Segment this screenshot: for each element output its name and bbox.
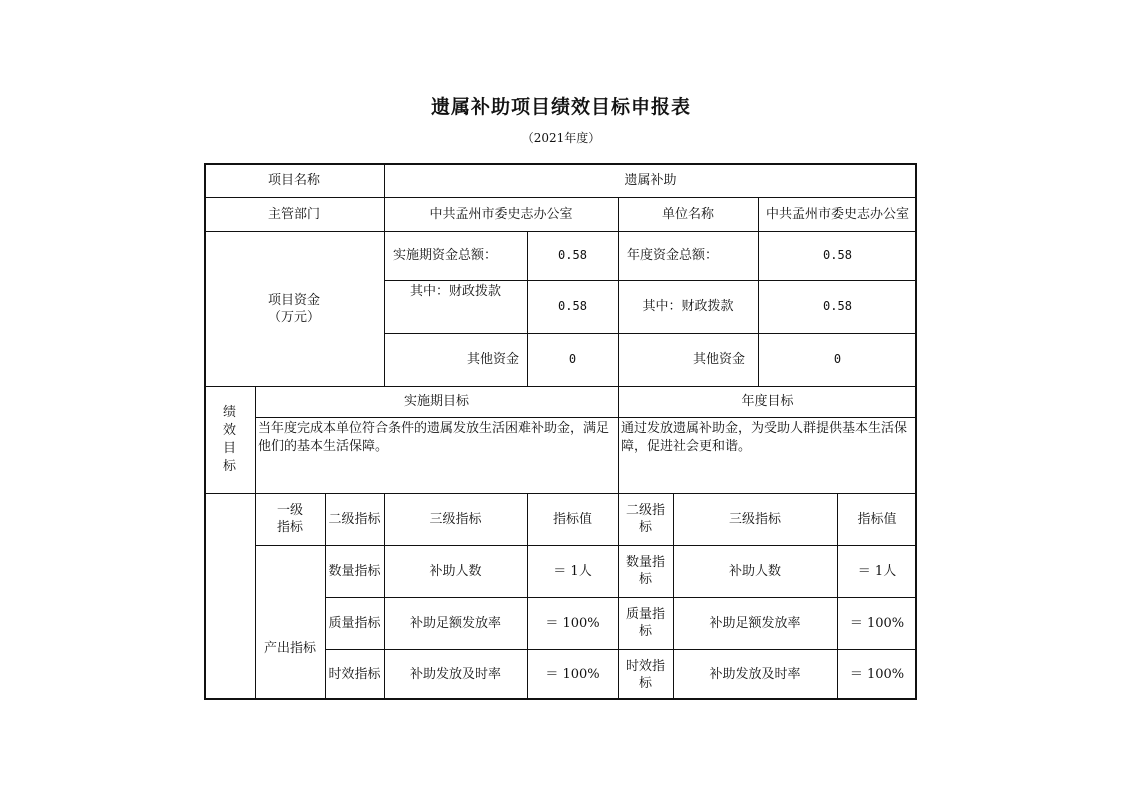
table-row-value: ＝ 100%	[545, 667, 600, 682]
level3-header: 三级指标	[429, 511, 482, 527]
level1-header-text: 一级 指标	[276, 503, 303, 535]
unit-label: 单位名称	[661, 206, 714, 222]
table-row-level2: 数量指标	[328, 563, 381, 579]
fiscal-annual-value: 0.58	[823, 299, 852, 313]
form-title: 遗属补助项目绩效目标申报表	[430, 96, 691, 118]
total-period-label: 实施期资金总额：	[393, 248, 498, 263]
dept-value: 中共孟州市委史志办公室	[429, 206, 573, 222]
table-row-level2-annual	[618, 545, 673, 597]
table-row-value-annual: ＝ 100%	[849, 667, 905, 682]
form-year: （2021年度）	[521, 131, 601, 145]
level1-header	[255, 493, 325, 545]
level1-name: 产出指标	[263, 641, 316, 656]
funds-label-text: 项目资金 （万元）	[267, 292, 320, 325]
table-row-level3: 补助人数	[429, 563, 482, 579]
table-row-level2-annual	[618, 597, 673, 649]
period-goal-text: 当年度完成本单位符合条件的遗属发放生活困难补助金，满足他们的基本生活保障。	[258, 421, 610, 454]
table-row-level3-annual: 补助足额发放率	[709, 615, 801, 631]
annual-goal-text: 通过发放遗属补助金，为受助人群提供基本生活保障，促进社会更和谐。	[621, 421, 908, 454]
project-name-label: 项目名称	[267, 172, 320, 188]
table-row-level2-annual-text: 时效指 标	[625, 658, 665, 691]
value-header: 指标值	[552, 511, 592, 527]
table-row-level2-annual-text: 数量指 标	[625, 555, 665, 587]
annual-goal-header: 年度目标	[741, 394, 794, 409]
value-annual-header: 指标值	[857, 511, 897, 527]
level2-annual-header-text: 二级指 标	[625, 503, 665, 535]
table-row-level3: 补助发放及时率	[409, 667, 501, 682]
other-annual-value: 0	[833, 352, 842, 366]
goals-label-text: 绩效目标	[222, 404, 236, 474]
table-row-level2: 质量指标	[328, 615, 381, 631]
annual-total-label: 年度资金总额：	[627, 248, 719, 263]
level2-header: 二级指标	[328, 511, 381, 527]
funds-label	[204, 231, 384, 386]
table-row-level3-annual: 补助人数	[728, 563, 781, 579]
table-row-level3: 补助足额发放率	[409, 615, 501, 631]
project-name-value: 遗属补助	[624, 172, 677, 188]
dept-label: 主管部门	[267, 206, 320, 222]
total-period-value: 0.58	[558, 248, 587, 262]
other-annual-label: 其他资金	[692, 352, 745, 367]
level2-annual-header	[618, 493, 673, 545]
level3-annual-header: 三级指标	[728, 511, 781, 527]
other-period-label: 其他资金	[466, 352, 519, 367]
fiscal-annual-label: 其中：财政拨款	[642, 299, 734, 314]
table-row-value: ＝ 100%	[545, 615, 600, 631]
annual-total-value: 0.58	[823, 248, 852, 262]
period-goal-header: 实施期目标	[403, 394, 469, 409]
goals-label	[204, 386, 255, 493]
table-row-level3-annual: 补助发放及时率	[709, 667, 801, 682]
table-row-value-annual: ＝ 1人	[857, 563, 897, 579]
unit-value: 中共孟州市委史志办公室	[765, 206, 909, 222]
table-row-level2-annual-text: 质量指 标	[625, 607, 665, 639]
fiscal-period-value: 0.58	[558, 299, 587, 313]
table-row-value: ＝ 1人	[553, 563, 592, 579]
fiscal-period-label: 其中：财政拨款	[409, 284, 501, 299]
other-period-value: 0	[568, 352, 577, 366]
table-row-value-annual: ＝ 100%	[849, 615, 905, 631]
table-row-level2-annual	[618, 649, 673, 700]
table-row-level2: 时效指标	[328, 667, 381, 682]
